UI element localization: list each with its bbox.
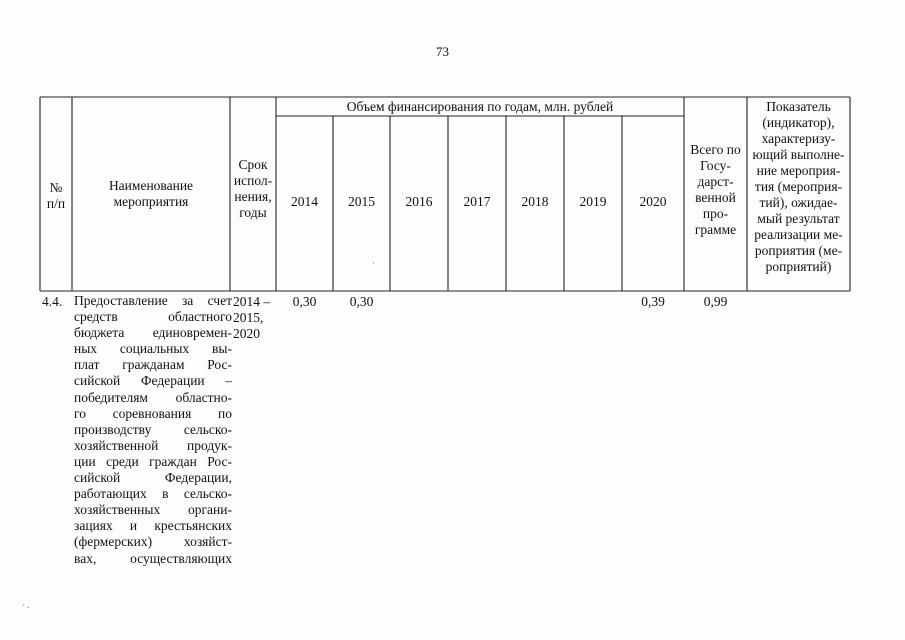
row-value-2014: 0,30 [292, 294, 317, 309]
row-value-2020: 0,39 [641, 294, 665, 309]
scan-speck: · [372, 258, 375, 268]
header-year-2020: 2020 [639, 194, 667, 209]
row-name-line: (фермерских) хозяйст- [74, 534, 232, 550]
row-name-line: средств областного [74, 309, 232, 325]
row-name-line: вах, осуществляющих [74, 550, 232, 566]
header-term: Срок испол- нения, годы [233, 157, 273, 220]
header-name: Наименование мероприятия [108, 178, 194, 209]
row-name-line: зациях и крестьянских [74, 518, 232, 534]
row-name-line: сийской Федерации, [74, 470, 232, 486]
header-year-2015: 2015 [348, 194, 375, 209]
header-year-2017: 2017 [463, 194, 491, 209]
header-year-2016: 2016 [405, 194, 433, 209]
header-num: № п/п [46, 180, 66, 211]
row-name-line: ных социальных вы- [74, 341, 232, 357]
row-value-2015: 0,30 [349, 294, 374, 309]
header-indicator: Показатель (индикатор), характеризу- ющий выполне- ние мероприя- тия (мероприя- тий), ожидае- мый результат реализации ме- роприятия (ме- роприятий) [752, 99, 845, 274]
page-number: 73 [436, 44, 449, 59]
header-year-2019: 2019 [579, 194, 607, 209]
row-name-line: плат гражданам Рос- [74, 357, 232, 373]
header-total: Всего по Госу- дарст- венной про- грамме [690, 142, 741, 237]
row-name-line: хозяйственных органи- [74, 502, 232, 518]
row-name-line: производству сельско- [74, 421, 232, 437]
row-name-line: ции среди граждан Рос- [74, 453, 232, 469]
header-financing-group: Объем финансирования по годам, млн. рублей [346, 99, 614, 114]
row-name [74, 293, 232, 567]
scan-speck: · . [22, 600, 30, 610]
row-name-line: хозяйственной продук- [74, 437, 232, 453]
row-name-line: го соревнования по [74, 405, 232, 421]
row-total: 0,99 [703, 294, 728, 309]
row-num: 4.4. [42, 294, 63, 309]
header-year-2018: 2018 [521, 194, 549, 209]
row-name-line: бюджета единовремен- [74, 325, 232, 341]
header-year-2014: 2014 [291, 194, 318, 209]
row-term: 2014 – 2015, 2020 [233, 294, 271, 341]
row-name-line: победителям областно- [74, 389, 232, 405]
row-name-line: работающих в сельско- [74, 486, 232, 502]
row-name-line: Предоставление за счет [74, 293, 232, 308]
row-name-line: сийской Федерации – [74, 373, 232, 389]
